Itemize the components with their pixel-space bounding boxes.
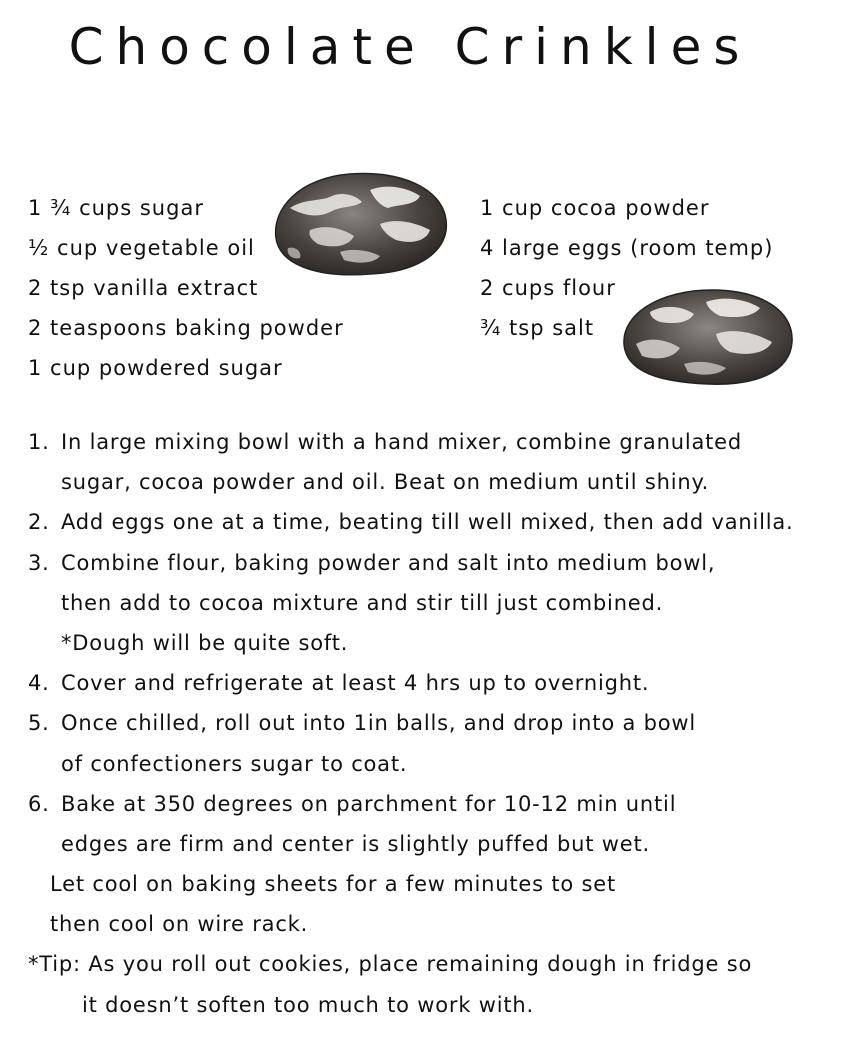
ingredient-oil: ½ cup vegetable oil (28, 236, 255, 260)
step-3-line-3: *Dough will be quite soft. (61, 630, 349, 655)
step-3-line-1: 3. Combine flour, baking powder and salt into medium bowl, (28, 550, 716, 575)
ingredient-powdered-sugar: 1 cup powdered sugar (28, 356, 283, 380)
ingredient-salt: ¾ tsp salt (480, 316, 595, 340)
tip-line-1: *Tip: As you roll out cookies, place remaining dough in fridge so (28, 952, 753, 977)
step-6-line-2: edges are firm and center is slightly puffed but wet. (61, 831, 650, 856)
ingredient-sugar: 1 ¾ cups sugar (28, 196, 204, 220)
step-4-line-1: 4. Cover and refrigerate at least 4 hrs up to overnight. (28, 671, 650, 696)
ingredient-vanilla: 2 tsp vanilla extract (28, 276, 259, 300)
step-6-line-1: 6. Bake at 350 degrees on parchment for 10-12 min until (28, 791, 677, 816)
instructions (28, 422, 828, 1025)
page-title: Chocolate Crinkles (68, 18, 752, 76)
step-5-line-1: 5. Once chilled, roll out into 1in balls, and drop into a bowl (28, 711, 696, 736)
step-1-line-1: 1. In large mixing bowl with a hand mixer, combine granulated (28, 430, 743, 454)
step-5-line-2: of confectioners sugar to coat. (61, 751, 408, 776)
cool-note-line-1: Let cool on baking sheets for a few minutes to set (50, 872, 616, 897)
ingredient-eggs: 4 large eggs (room temp) (480, 236, 774, 260)
step-2-line-1: 2. Add eggs one at a time, beating till well mixed, then add vanilla. (28, 510, 794, 535)
ingredient-cocoa: 1 cup cocoa powder (480, 196, 710, 220)
ingredient-baking-powder: 2 teaspoons baking powder (28, 316, 344, 340)
cool-note-line-2: then cool on wire rack. (50, 912, 309, 937)
cookie-illustration-2 (620, 286, 796, 388)
step-1-line-2: sugar, cocoa powder and oil. Beat on medium until shiny. (61, 470, 710, 495)
cookie-illustration (270, 168, 450, 280)
tip-line-2: it doesn’t soften too much to work with. (82, 992, 535, 1017)
ingredient-flour: 2 cups flour (480, 276, 616, 300)
step-3-line-2: then add to cocoa mixture and stir till just combined. (61, 590, 664, 615)
